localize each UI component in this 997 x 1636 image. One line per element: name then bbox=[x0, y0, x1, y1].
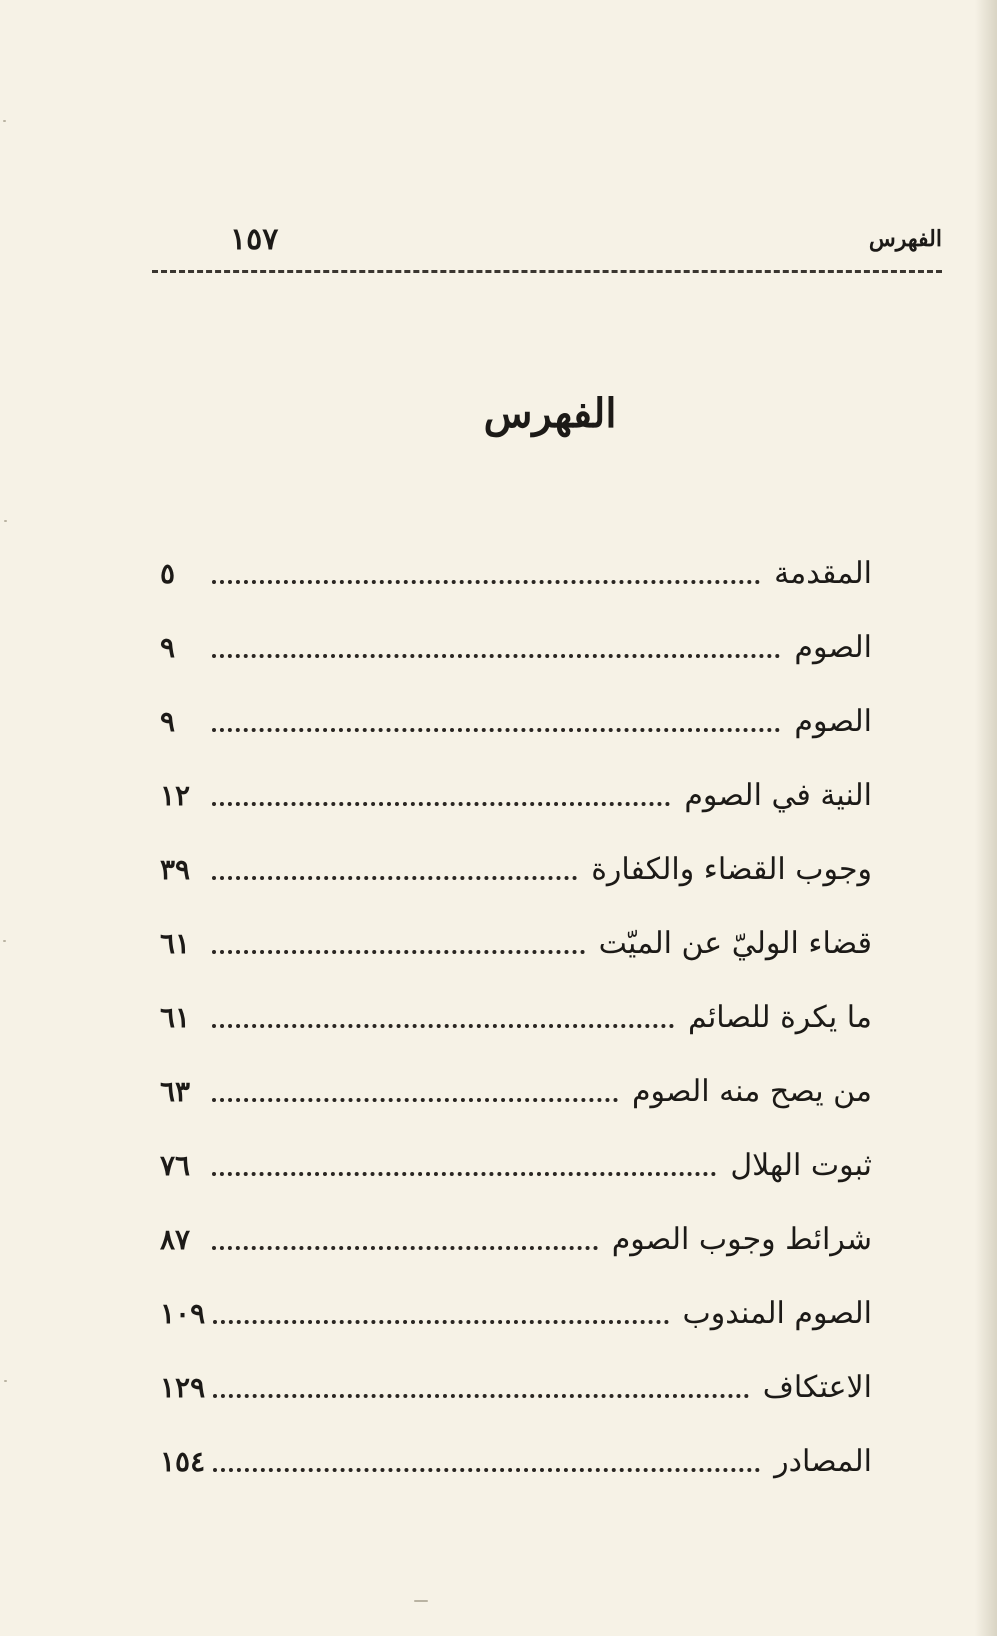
toc-entry-title: قضاء الوليّ عن الميّت bbox=[598, 925, 872, 961]
toc-entry bbox=[160, 684, 872, 758]
toc-entry-page: ٣٩ bbox=[160, 852, 191, 886]
toc-entry-title: الصوم bbox=[794, 703, 872, 739]
dot-leader bbox=[212, 1098, 618, 1102]
dot-leader bbox=[213, 1394, 749, 1398]
toc-entry-title: النية في الصوم bbox=[684, 777, 872, 813]
paper-speck bbox=[414, 1600, 428, 1602]
toc-entry bbox=[160, 832, 872, 906]
toc-entry-title: الصوم المندوب bbox=[682, 1295, 872, 1331]
toc-entry-page: ٦٣ bbox=[160, 1074, 191, 1108]
toc-entry-page: ٦١ bbox=[160, 926, 191, 960]
toc-entry-title: الصوم bbox=[794, 629, 872, 665]
paper-speck bbox=[3, 120, 6, 122]
running-header bbox=[150, 222, 942, 262]
toc-entry-title: المقدمة bbox=[774, 555, 872, 591]
toc-entry-title: المصادر bbox=[774, 1443, 872, 1479]
dot-leader bbox=[212, 802, 670, 806]
dot-leader bbox=[212, 1024, 674, 1028]
dot-leader bbox=[213, 1320, 668, 1324]
table-of-contents bbox=[160, 536, 872, 1498]
dot-leader bbox=[212, 580, 760, 584]
toc-entry bbox=[160, 980, 872, 1054]
dot-leader bbox=[212, 950, 585, 954]
toc-entry-page: ١٢ bbox=[160, 778, 191, 812]
paper-speck bbox=[3, 940, 6, 942]
dot-leader bbox=[212, 1246, 598, 1250]
toc-entry-title: ثبوت الهلال bbox=[730, 1147, 872, 1183]
toc-entry bbox=[160, 758, 872, 832]
toc-entry bbox=[160, 906, 872, 980]
toc-entry-page: ١٥٤ bbox=[160, 1444, 206, 1478]
paper-speck bbox=[4, 520, 7, 522]
toc-entry-title: الاعتكاف bbox=[762, 1369, 872, 1405]
page-edge-shadow bbox=[975, 0, 997, 1636]
toc-entry-page: ٩ bbox=[160, 630, 176, 664]
toc-entry-page: ٩ bbox=[160, 704, 176, 738]
dot-leader bbox=[212, 876, 577, 880]
header-divider bbox=[152, 270, 942, 273]
toc-entry-title: ما يكرة للصائم bbox=[687, 999, 872, 1035]
dot-leader bbox=[212, 654, 780, 658]
page-number: ١٥٧ bbox=[230, 222, 279, 257]
toc-entry bbox=[160, 1424, 872, 1498]
page-title: الفهرس bbox=[483, 390, 617, 437]
toc-entry-title: شرائط وجوب الصوم bbox=[611, 1221, 872, 1257]
toc-entry-page: ١٠٩ bbox=[160, 1296, 206, 1330]
toc-entry bbox=[160, 1276, 872, 1350]
toc-entry-title: من يصح منه الصوم bbox=[631, 1073, 872, 1109]
toc-entry-page: ١٢٩ bbox=[160, 1370, 206, 1404]
dot-leader bbox=[212, 1172, 716, 1176]
toc-entry-title: وجوب القضاء والكفارة bbox=[591, 851, 872, 887]
toc-entry bbox=[160, 1350, 872, 1424]
toc-entry bbox=[160, 1202, 872, 1276]
dot-leader bbox=[212, 728, 780, 732]
toc-entry bbox=[160, 1128, 872, 1202]
toc-entry bbox=[160, 1054, 872, 1128]
toc-entry-page: ٨٧ bbox=[160, 1222, 191, 1256]
toc-entry-page: ٦١ bbox=[160, 1000, 191, 1034]
running-header-title: الفهرس bbox=[868, 226, 942, 252]
toc-entry-page: ٥ bbox=[160, 556, 176, 590]
toc-entry bbox=[160, 610, 872, 684]
dot-leader bbox=[213, 1468, 760, 1472]
paper-speck bbox=[4, 1380, 7, 1382]
toc-entry bbox=[160, 536, 872, 610]
toc-entry-page: ٧٦ bbox=[160, 1148, 191, 1182]
